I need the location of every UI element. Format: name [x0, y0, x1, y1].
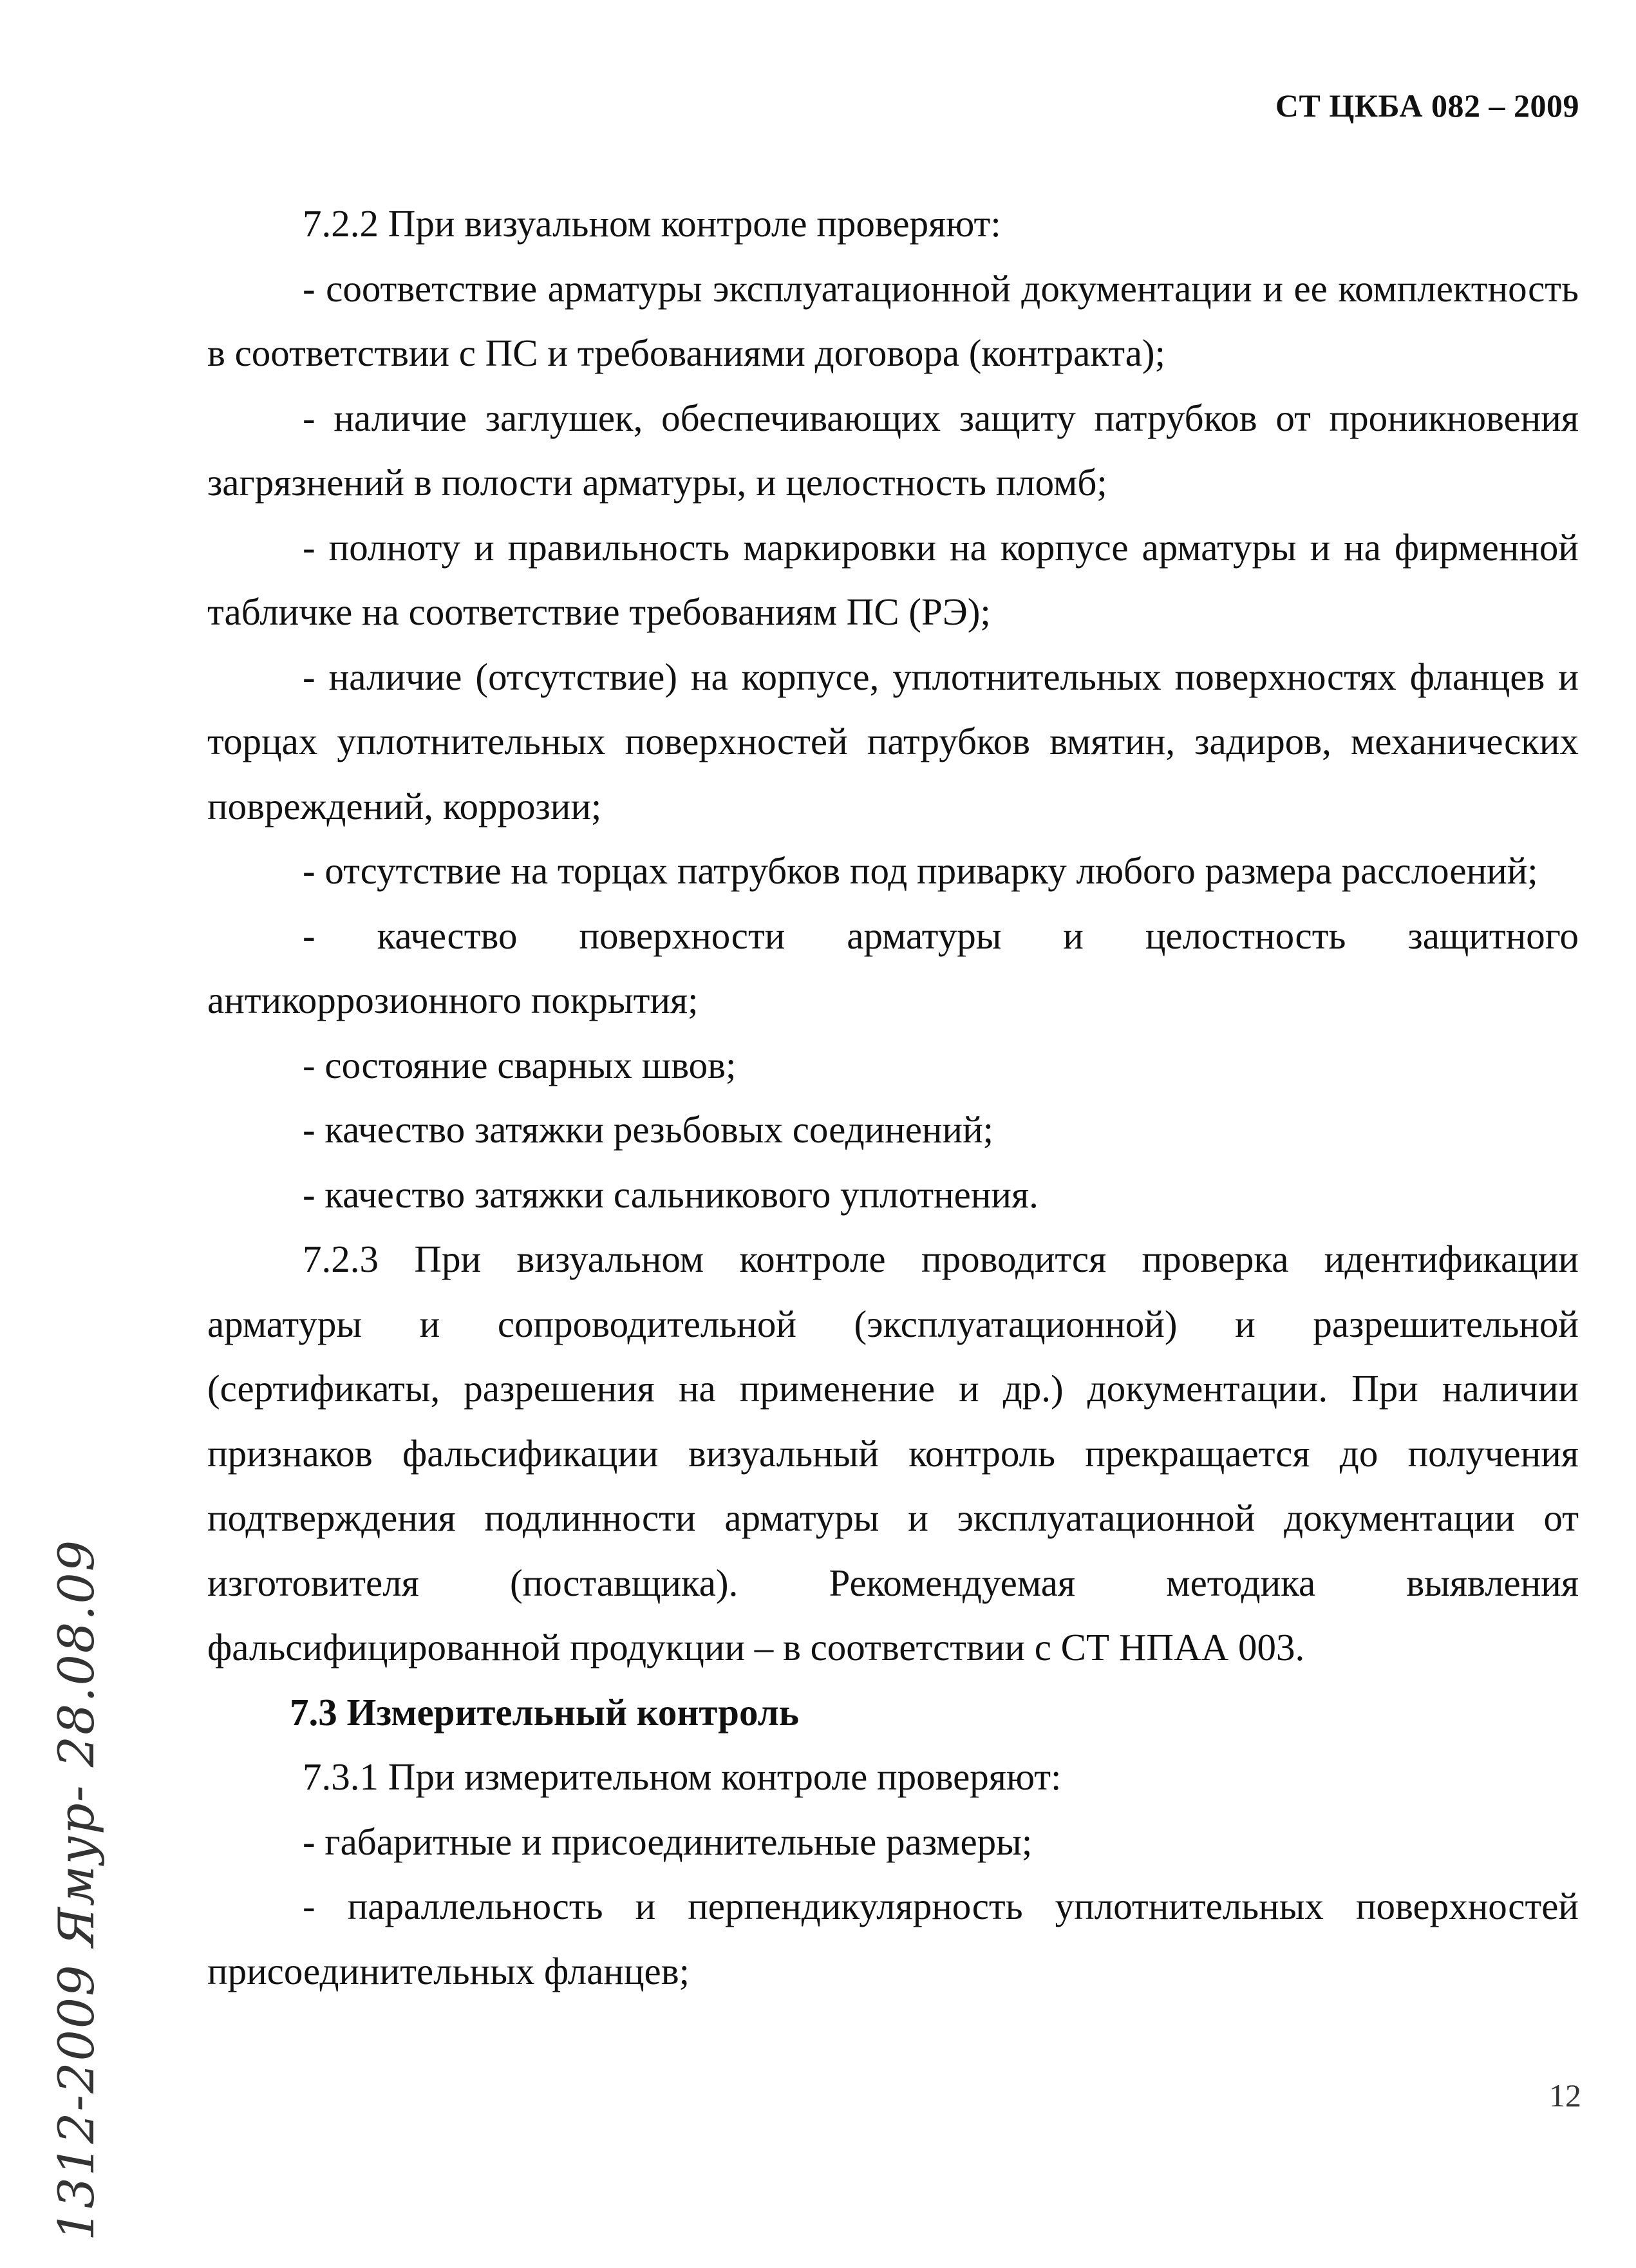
list-item-documentation-check: - соответствие арматуры эксплуатационной документации и ее комплектность в соответствии с ПС и требованиями договора (контракта);: [207, 267, 1579, 374]
page-number: 12: [1549, 2077, 1581, 2113]
section-heading-7-3: 7.3 Измерительный контроль: [290, 1690, 799, 1734]
list-item-marking: - полноту и правильность маркировки на корпусе арматуры и на фирменной табличке на соответствие требованиям ПС (РЭ);: [207, 525, 1579, 633]
list-item-thread-tightening: - качество затяжки резьбовых соединений;: [303, 1108, 994, 1151]
list-item-plugs-seals: - наличие заглушек, обеспечивающих защиту патрубков от проникновения загрязнений в полости арматуры, и целостность пломб;: [207, 396, 1579, 504]
list-item-weld-condition: - состояние сварных швов;: [303, 1043, 737, 1086]
list-item-surface-defects: - наличие (отсутствие) на корпусе, уплотнительных поверхностях фланцев и торцах уплотнительных поверхностей патрубков вмятин, задиров, механических повреждений, коррозии;: [207, 655, 1579, 827]
paragraph-7-2-2: 7.2.2 При визуальном контроле проверяют:: [303, 202, 1001, 245]
list-item-flange-parallelism: - параллельность и перпендикулярность уплотнительных поверхностей присоединительных фланцев;: [207, 1885, 1579, 1992]
list-item-gland-tightening: - качество затяжки сальникового уплотнения.: [303, 1173, 1039, 1216]
document-body: [207, 191, 1579, 2003]
list-item-dimensions: - габаритные и присоединительные размеры;: [303, 1820, 1033, 1863]
paragraph-7-3-1: 7.3.1 При измерительном контроле проверяют:: [303, 1755, 1062, 1798]
handwritten-margin-note: 1312-2009 Ямур- 28.08.09: [48, 1538, 105, 2241]
list-item-delamination: - отсутствие на торцах патрубков под приварку любого размера расслоений;: [303, 849, 1538, 892]
standard-code-header: СТ ЦКБА 082 – 2009: [1275, 88, 1579, 124]
paragraph-7-2-3: 7.2.3 При визуальном контроле проводится проверка идентификации арматуры и сопроводительной (эксплуатационной) и разрешительной (сертификаты, разрешения на применение и др.) документации. При наличии признаков фальсификации визуальный контроль прекращается до получения подтверждения подлинности арматуры и эксплуатационной документации от изготовителя (поставщика). Рекомендуемая методика выявления фальсифицированной продукции – в соответствии с СТ НПАА 003.: [207, 1238, 1579, 1668]
list-item-coating-quality: - качество поверхности арматуры и целостность защитного антикоррозионного покрытия;: [207, 914, 1579, 1021]
